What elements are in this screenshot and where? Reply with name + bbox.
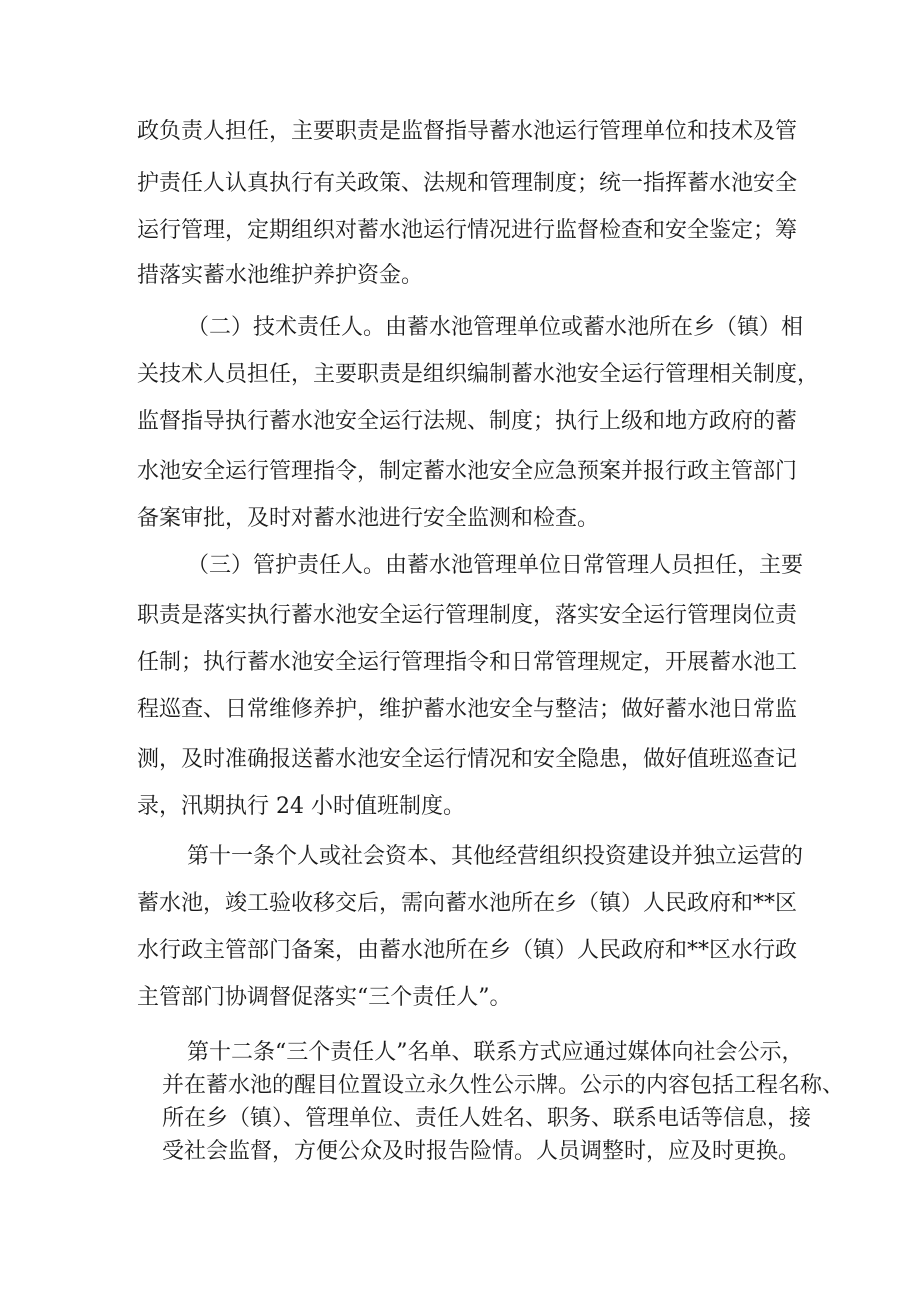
text-line: 备案审批，及时对蓄水池进行安全监测和检查。	[137, 506, 600, 531]
text-line: （三）管护责任人。由蓄水池管理单位日常管理人员担任，主要	[187, 553, 804, 578]
text-line: 职责是落实执行蓄水池安全运行管理制度，落实安全运行管理岗位责	[137, 603, 798, 628]
text-line: 蓄水池，竣工验收移交后，需向蓄水池所在乡（镇）人民政府和**区	[137, 891, 798, 916]
text-line: 测，及时准确报送蓄水池安全运行情况和安全隐患，做好值班巡查记	[137, 747, 798, 772]
text-line: 第十一条个人或社会资本、其他经营组织投资建设并独立运营的	[187, 844, 804, 869]
text-line: 水行政主管部门备案，由蓄水池所在乡（镇）人民政府和**区水行政	[137, 938, 798, 963]
text-line: （二）技术责任人。由蓄水池管理单位或蓄水池所在乡（镇）相	[187, 315, 804, 340]
text-line: 护责任人认真执行有关政策、法规和管理制度；统一指挥蓄水池安全	[137, 171, 798, 196]
text-line: 关技术人员担任，主要职责是组织编制蓄水池安全运行管理相关制度，	[137, 362, 820, 387]
text-line: 录，汛期执行 24 小时值班制度。	[137, 794, 465, 819]
text-line: 第十二条“三个责任人”名单、联系方式应通过媒体向社会公示，	[187, 1040, 804, 1065]
text-line: 受社会监督，方便公众及时报告险情。人员调整时，应及时更换。	[162, 1139, 801, 1164]
text-line: 政负责人担任，主要职责是监督指导蓄水池运行管理单位和技术及管	[137, 119, 798, 144]
text-line: 措落实蓄水池维护养护资金。	[137, 263, 424, 288]
text-line: 监督指导执行蓄水池安全运行法规、制度；执行上级和地方政府的蓄	[137, 409, 798, 434]
text-line: 水池安全运行管理指令，制定蓄水池安全应急预案并报行政主管部门	[137, 459, 798, 484]
text-line: 并在蓄水池的醒目位置设立永久性公示牌。公示的内容包括工程名称、	[162, 1073, 845, 1098]
text-line: 所在乡（镇）、管理单位、责任人姓名、职务、联系电话等信息，接	[162, 1106, 812, 1131]
text-line: 主管部门协调督促落实“三个责任人”。	[137, 985, 512, 1010]
text-line: 运行管理，定期组织对蓄水池运行情况进行监督检查和安全鉴定；筹	[137, 218, 798, 243]
text-line: 任制；执行蓄水池安全运行管理指令和日常管理规定，开展蓄水池工	[137, 650, 798, 675]
text-line: 程巡查、日常维修养护，维护蓄水池安全与整洁；做好蓄水池日常监	[137, 697, 798, 722]
